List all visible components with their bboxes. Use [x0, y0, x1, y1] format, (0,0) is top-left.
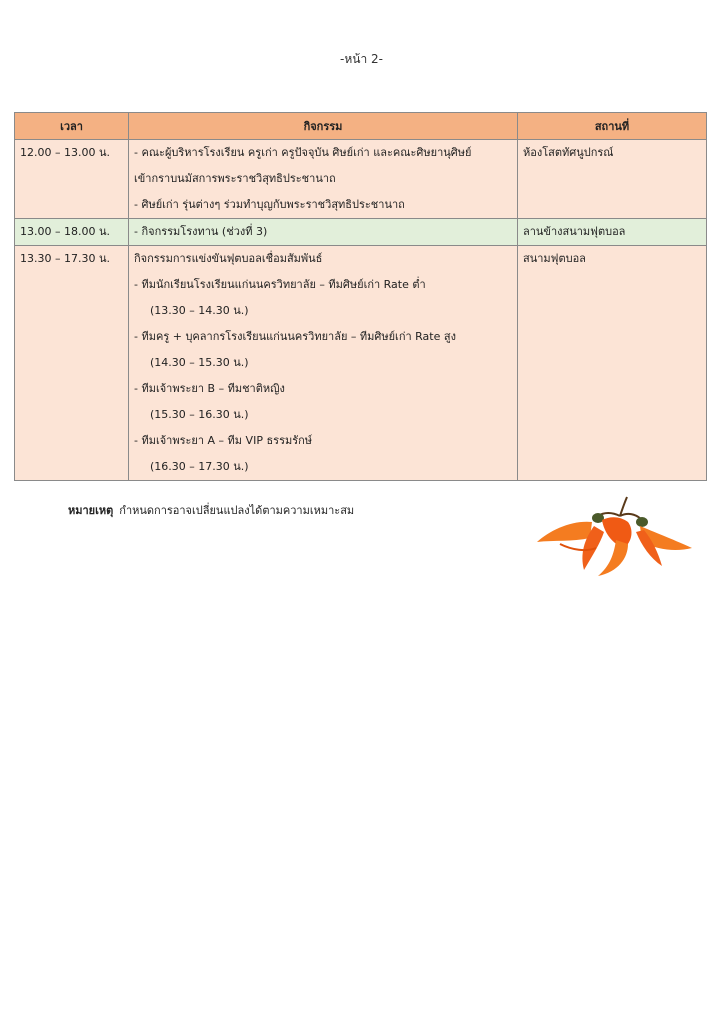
activity-line: - ทีมครู + บุคลากรโรงเรียนแก่นนครวิทยาลัย – ทีมศิษย์เก่า Rate สูง	[134, 330, 456, 343]
table-row	[15, 140, 707, 219]
activity-line: กิจกรรมการแข่งขันฟุตบอลเชื่อมสัมพันธ์	[134, 252, 323, 265]
time-cell: 12.00 – 13.00 น.	[15, 140, 129, 219]
header-time: เวลา	[15, 113, 129, 140]
note	[68, 501, 354, 519]
note-text: กำหนดการอาจเปลี่ยนแปลงได้ตามความเหมาะสม	[119, 504, 355, 517]
header-activity: กิจกรรม	[129, 113, 518, 140]
activity-line: - คณะผู้บริหารโรงเรียน ครูเก่า ครูปัจจุบัน ศิษย์เก่า และคณะศิษยานุศิษย์	[134, 146, 472, 159]
table-header-row	[15, 113, 707, 140]
time-cell: 13.30 – 17.30 น.	[15, 246, 129, 481]
activity-line: - ทีมนักเรียนโรงเรียนแก่นนครวิทยาลัย – ทีมศิษย์เก่า Rate ต่ำ	[134, 278, 426, 291]
activity-time-line: (15.30 – 16.30 น.)	[150, 408, 249, 421]
page-number: -หน้า 2-	[340, 52, 383, 66]
header-place: สถานที่	[518, 113, 707, 140]
activity-line: เข้ากราบนมัสการพระราชวิสุทธิประชานาถ	[134, 172, 336, 185]
activity-time-line: (16.30 – 17.30 น.)	[150, 460, 249, 473]
activity-cell	[129, 246, 518, 481]
activity-line: - ทีมเจ้าพระยา B – ทีมชาติหญิง	[134, 382, 285, 395]
schedule-table	[14, 112, 707, 481]
orange-flower-icon	[532, 492, 702, 582]
activity-line: - ทีมเจ้าพระยา A – ทีม VIP ธรรมรักษ์	[134, 434, 313, 447]
place-cell: ห้องโสตทัศนูปกรณ์	[518, 140, 707, 219]
time-cell: 13.00 – 18.00 น.	[15, 219, 129, 246]
activity-time-line: (13.30 – 14.30 น.)	[150, 304, 249, 317]
activity-time-line: (14.30 – 15.30 น.)	[150, 356, 249, 369]
activity-cell	[129, 219, 518, 246]
place-cell: ลานข้างสนามฟุตบอล	[518, 219, 707, 246]
place-cell: สนามฟุตบอล	[518, 246, 707, 481]
note-label: หมายเหตุ	[68, 504, 114, 517]
table-row	[15, 246, 707, 481]
activity-cell	[129, 140, 518, 219]
activity-line: - กิจกรรมโรงทาน (ช่วงที่ 3)	[134, 225, 268, 238]
activity-line: - ศิษย์เก่า รุ่นต่างๆ ร่วมทำบุญกับพระราชวิสุทธิประชานาถ	[134, 198, 405, 211]
table-row	[15, 219, 707, 246]
